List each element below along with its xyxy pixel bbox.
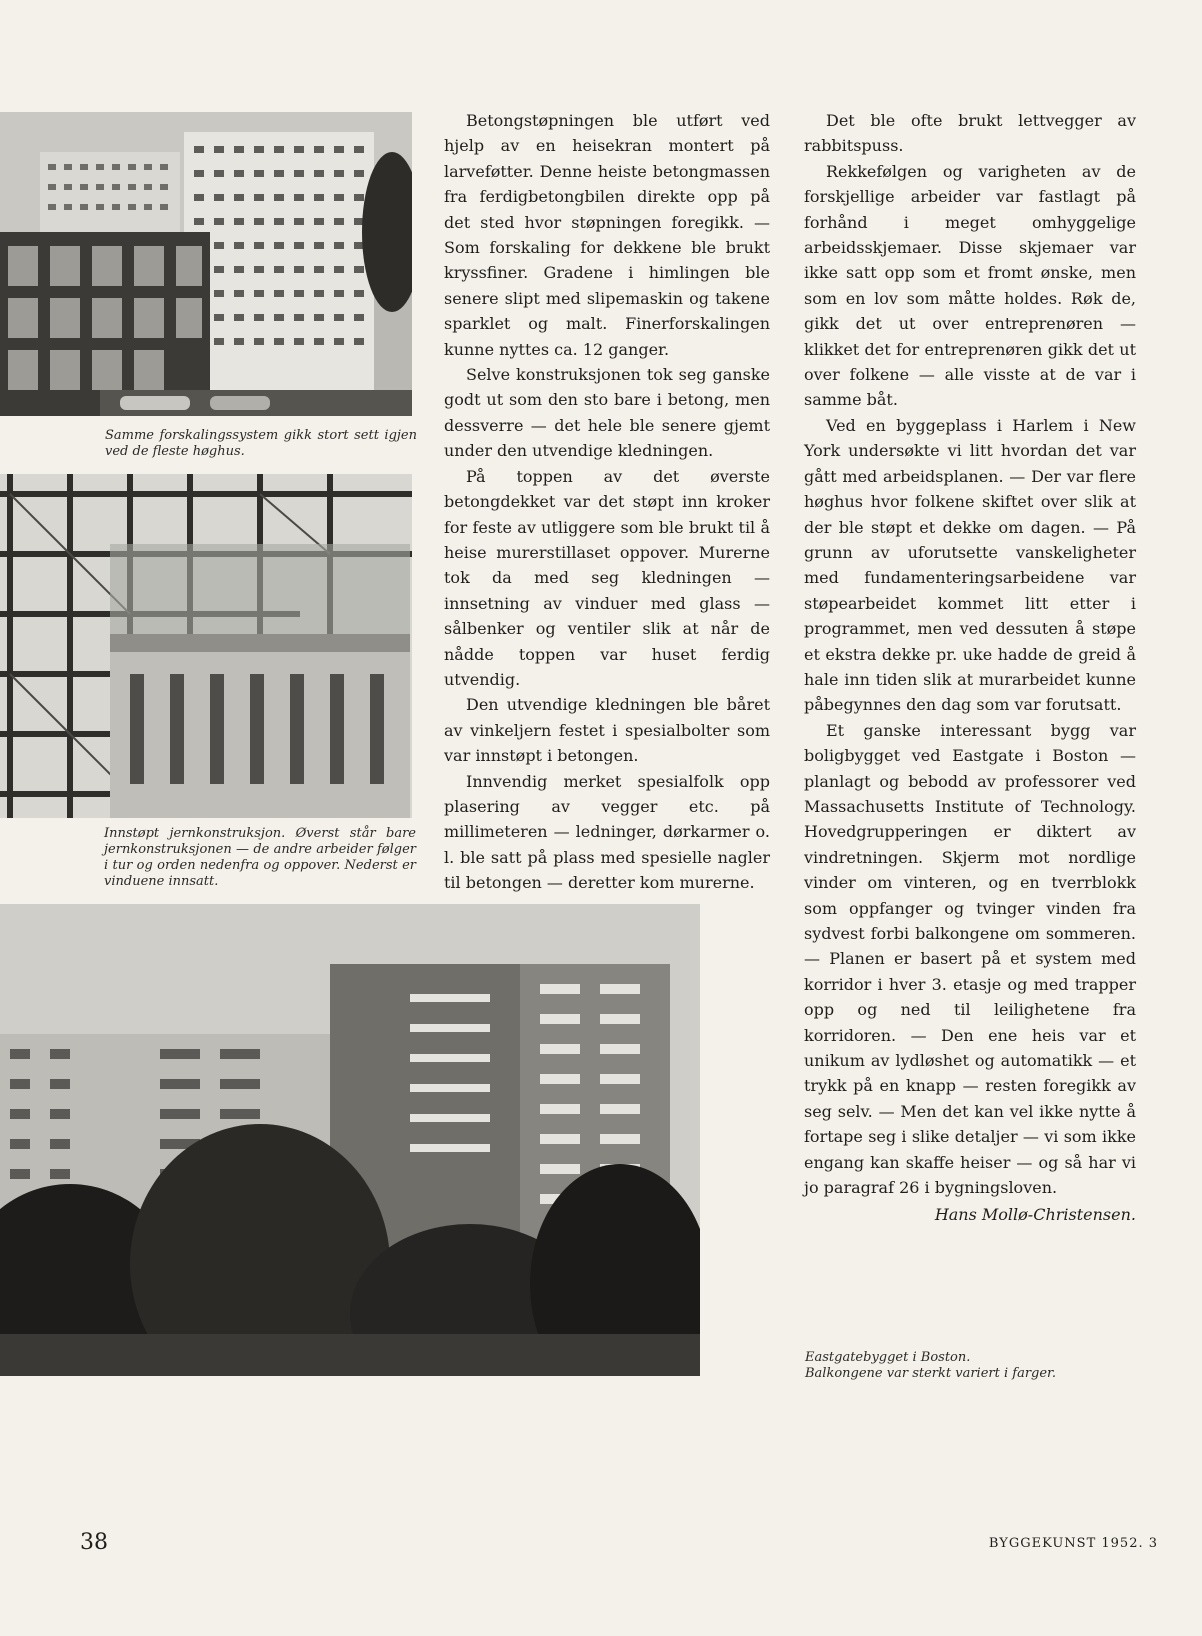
paragraph: Rekkefølgen og varigheten av de forskjellige arbeider var fastlagt på forhånd i meget omhyggelige arbeidsskjemaer. Disse skjemaer var ikke satt opp som et fromt ønske, men som en lov som måtte holdes. Røk de, gikk det ut over entreprenøren — klikket det for entreprenøren gikk det ut over folkene — alle visste at de var i samme båt. [804, 161, 1136, 410]
photo3-caption [805, 1350, 1125, 1382]
photo-highrise-formwork-image [0, 112, 412, 416]
photo-eastgate-building-image [0, 904, 700, 1376]
author-signature: Hans Mollø-Christensen. [934, 1205, 1136, 1225]
photo-steel-frame [0, 474, 412, 818]
paragraph: Betongstøpningen ble utført ved hjelp av en heisekran montert på larveføtter. Denne heiste betongmassen fra ferdigbetongbilen direkte opp på det sted hvor støpningen foregikk. — Som forskaling for dekkene ble brukt kryssfiner. Gradene i himlingen ble senere slipt med slipemaskin og takene sparklet og malt. Finerforskalingen kunne nyttes ca. 12 ganger. [444, 111, 770, 359]
paragraph: Det ble ofte brukt lettvegger av rabbitspuss. [804, 111, 1136, 156]
photo3-caption-line1: Eastgatebygget i Boston. [805, 1350, 971, 1365]
paragraph: Innvendig merket spesialfolk opp plasering av vegger etc. på millimeteren — ledninger, dørkarmer o. l. ble satt på plass med spesielle nagler til betongen — deretter kom murerne. [444, 771, 770, 893]
article-column-right [804, 108, 1136, 1228]
journal-issue: BYGGEKUNST 1952. 3 [988, 1536, 1158, 1551]
paragraph: Selve konstruksjonen tok seg ganske godt ut som den sto bare i betong, men dessverre — det hele ble senere gjemt under den utvendige kledningen. [444, 365, 770, 461]
paragraph: Et ganske interessant bygg var boligbygget ved Eastgate i Boston — planlagt og bebodd av professorer ved Massachusetts Institute of Technology. Hovedgrupperingen er diktert av vindretningen. Skjerm mot nordlige vinder om vinteren, og en tverrblokk som oppfanger og tvinger vinden fra sydvest forbi balkongene om sommeren. — Planen er basert på et system med korridor i hver 3. etasje og med trapper opp og ned til leilighetene fra korridoren. — Den ene heis var et unikum av lydløshet og automatikk — et trykk på en knapp — resten foregikk av seg selv. — Men det kan vel ikke nytte å fortape seg i slike detaljer — vi som ikke engang kan skaffe heiser — og så har vi jo paragraf 26 i bygningsloven. [804, 720, 1136, 1198]
photo3-caption-line2: Balkongene var sterkt variert i farger. [805, 1366, 1056, 1381]
paragraph: Den utvendige kledningen ble båret av vinkeljern festet i spesialbolter som var innstøpt i betongen. [444, 695, 770, 766]
photo-steel-frame-image [0, 474, 412, 818]
photo-highrise-formwork [0, 112, 412, 416]
article-column-middle [444, 108, 770, 896]
photo1-caption: Samme forskalingssystem gikk stort sett igjen ved de fleste høghus. [105, 428, 417, 459]
photo-eastgate-building [0, 904, 700, 1376]
paragraph: På toppen av det øverste betongdekket var det støpt inn kroker for feste av utliggere som ble brukt til å heise murerstillaset oppover. Murerne tok da med seg kledningen — innsetning av vinduer med glass — sålbenker og ventiler slik at når de nådde toppen var huset ferdig utvendig. [444, 466, 770, 689]
paragraph: Ved en byggeplass i Harlem i New York undersøkte vi litt hvordan det var gått med arbeidsplanen. — Der var flere høghus hvor folkene skiftet over slik at der ble støpt et dekke om dagen. — På grunn av uforutsette vanskeligheter med fundamenteringsarbeidene var støpearbeidet kommet litt etter i programmet, men ved dessuten å støpe et ekstra dekke pr. uke hadde de greid å hale inn tiden slik at murarbeidet kunne påbegynnes den dag som var forutsatt. [804, 415, 1136, 715]
page-number: 38 [80, 1530, 108, 1555]
photo2-caption: Innstøpt jernkonstruksjon. Øverst står bare jernkonstruksjonen — de andre arbeider følger i tur og orden nedenfra og oppover. Nederst er vinduene innsatt. [104, 826, 416, 889]
